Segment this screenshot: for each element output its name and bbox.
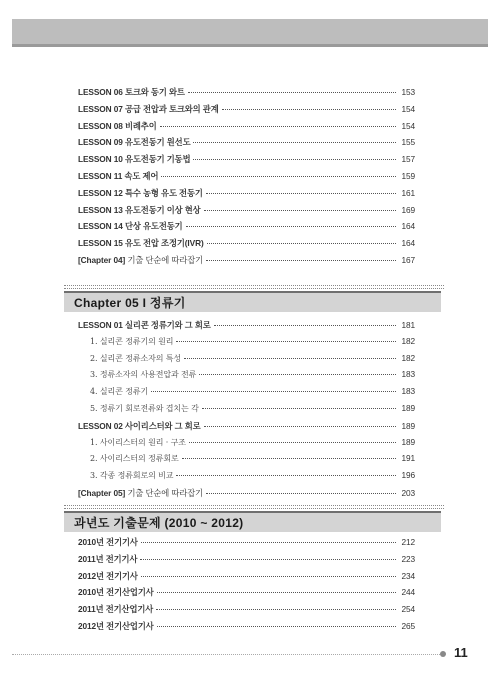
chapter05-heading: Chapter 05 I 정류기 [64,291,441,312]
toc-page: 189 [401,436,415,447]
toc-title: LESSON 14 단상 유도전동기 [78,221,183,232]
toc-row[interactable] [78,204,415,221]
footer-bullet-icon [440,651,446,657]
dot-leader [214,325,396,326]
toc-row[interactable] [78,120,415,137]
toc-page: 181 [401,320,415,330]
dot-leader [160,126,396,127]
toc-title: 2012년 전기산업기사 [78,620,154,631]
exams-heading: 과년도 기출문제 (2010 ~ 2012) [64,511,441,532]
toc-row[interactable] [78,187,415,204]
toc-page: 164 [401,238,415,249]
dot-leader [204,210,396,211]
dot-leader [207,243,396,244]
toc-row[interactable] [78,153,415,170]
toc-row[interactable] [78,237,415,254]
toc-subtitle: 4. 실리콘 정류기 [90,387,149,397]
dot-leader [157,592,396,593]
toc-row[interactable] [78,353,415,370]
dot-leader [141,576,396,577]
toc-page: 161 [401,187,415,198]
toc-row[interactable] [78,453,415,470]
toc-page: 159 [401,170,415,181]
page-number: 11 [454,645,468,660]
toc-row[interactable] [78,369,415,386]
review-bracket: [Chapter 05] [78,487,126,498]
toc-title: 2010년 전기기사 [78,537,138,547]
top-header-band [12,19,488,47]
toc-title: LESSON 11 속도 제어 [78,170,159,181]
toc-page: 154 [401,103,415,114]
toc-title: LESSON 02 사이리스터와 그 회로 [78,420,201,431]
toc-row[interactable] [78,136,415,153]
dot-leader [204,426,396,427]
toc-row[interactable] [78,586,415,603]
toc-subtitle: 2. 실리콘 정류소자의 특성 [90,353,182,363]
toc-page: 183 [401,386,415,397]
dot-leader [222,109,396,110]
dot-leader [193,142,396,143]
dot-leader [176,475,396,476]
dot-leader [202,408,396,409]
toc-page: 212 [401,537,415,547]
dot-leader [206,260,396,261]
toc-title: LESSON 08 비례추이 [78,120,157,131]
toc-row[interactable] [78,103,415,120]
dot-leader [156,609,396,610]
toc-page: 182 [401,352,415,363]
dot-leader [199,374,396,375]
dot-leader [151,391,396,392]
toc-row[interactable] [78,319,415,336]
review-label [78,487,203,499]
toc-page: 244 [401,587,415,598]
toc-row[interactable] [78,553,415,570]
toc-page: 154 [401,120,415,131]
toc-row[interactable] [78,86,415,103]
footer-rule [12,654,440,655]
toc-title: LESSON 10 유도전동기 기동법 [78,154,191,165]
toc-row[interactable] [78,220,415,237]
dot-leader [206,493,396,494]
toc-subtitle: 1. 사이리스터의 원리 · 구조 [90,437,186,447]
toc-row[interactable] [78,403,415,420]
toc-title: LESSON 01 실리콘 정류기와 그 회로 [78,320,211,330]
toc-page: 182 [401,335,415,346]
toc-row[interactable] [78,470,415,487]
toc-title: 2011년 전기산업기사 [78,604,154,615]
toc-page: 191 [401,453,415,464]
exams-toc-list [78,536,415,637]
toc-page: 189 [401,402,415,413]
dot-leader [157,626,396,627]
dot-leader [193,159,396,160]
toc-page: 265 [401,620,415,631]
toc-title: LESSON 12 특수 농형 유도 전동기 [78,187,203,198]
toc-page: 189 [401,420,415,431]
dot-leader [189,442,396,443]
section-divider [64,285,444,289]
toc-title: LESSON 07 공급 전압과 토크와의 관계 [78,103,219,114]
toc-title: LESSON 15 유도 전압 조정기(IVR) [78,238,204,249]
review-text: 기출 단순에 따라잡기 [127,487,204,498]
toc-title: 2012년 전기기사 [78,570,138,581]
toc-row[interactable] [78,336,415,353]
toc-page: 183 [401,369,415,380]
toc-page: 203 [401,487,415,498]
toc-subtitle: 3. 각종 정류회로의 비교 [90,471,174,481]
dot-leader [141,542,396,543]
toc-page: 254 [401,604,415,615]
toc-row[interactable] [78,570,415,587]
toc-row[interactable] [78,620,415,637]
toc-row[interactable] [78,170,415,187]
dot-leader [206,193,396,194]
toc-subtitle: 5. 정류기 회로전류와 겹치는 각 [90,403,199,413]
toc-row[interactable] [78,386,415,403]
toc-row[interactable] [78,437,415,454]
dot-leader [186,226,396,227]
toc-page: 169 [401,204,415,215]
review-bracket: [Chapter 04] [78,254,126,265]
toc-subtitle: 3. 정류소자의 사용전압과 전류 [90,370,197,380]
toc-page: 196 [401,470,415,481]
toc-page: 234 [401,570,415,581]
toc-title: LESSON 13 유도전동기 이상 현상 [78,204,201,215]
toc-page: 223 [401,553,415,564]
toc-page: 155 [401,137,415,148]
toc-page: 164 [401,221,415,232]
dot-leader [182,458,396,459]
toc-subtitle: 1. 실리콘 정류기의 원리 [90,336,174,346]
chapter05-toc-list [78,319,415,504]
dot-leader [184,358,396,359]
toc-title: LESSON 06 토크와 동기 와트 [78,87,185,97]
chapter04-toc-list [78,86,415,271]
dot-leader [161,176,396,177]
toc-page: 157 [401,154,415,165]
dot-leader [140,559,396,560]
review-label [78,254,203,266]
toc-subtitle: 2. 사이리스터의 정류회로 [90,454,179,464]
toc-title: 2010년 전기산업기사 [78,587,154,598]
section-divider [64,505,444,509]
toc-row[interactable] [78,536,415,553]
toc-title: LESSON 09 유도전동기 원선도 [78,137,191,148]
toc-page: 167 [401,254,415,265]
dot-leader [176,341,396,342]
review-text: 기출 단순에 따라잡기 [127,254,204,265]
dot-leader [188,92,396,93]
header-stripe [12,44,488,47]
toc-title: 2011년 전기기사 [78,553,138,564]
toc-row-review[interactable] [78,254,415,271]
toc-page: 153 [401,87,415,97]
toc-row[interactable] [78,603,415,620]
toc-row[interactable] [78,420,415,437]
toc-row-review[interactable] [78,487,415,504]
